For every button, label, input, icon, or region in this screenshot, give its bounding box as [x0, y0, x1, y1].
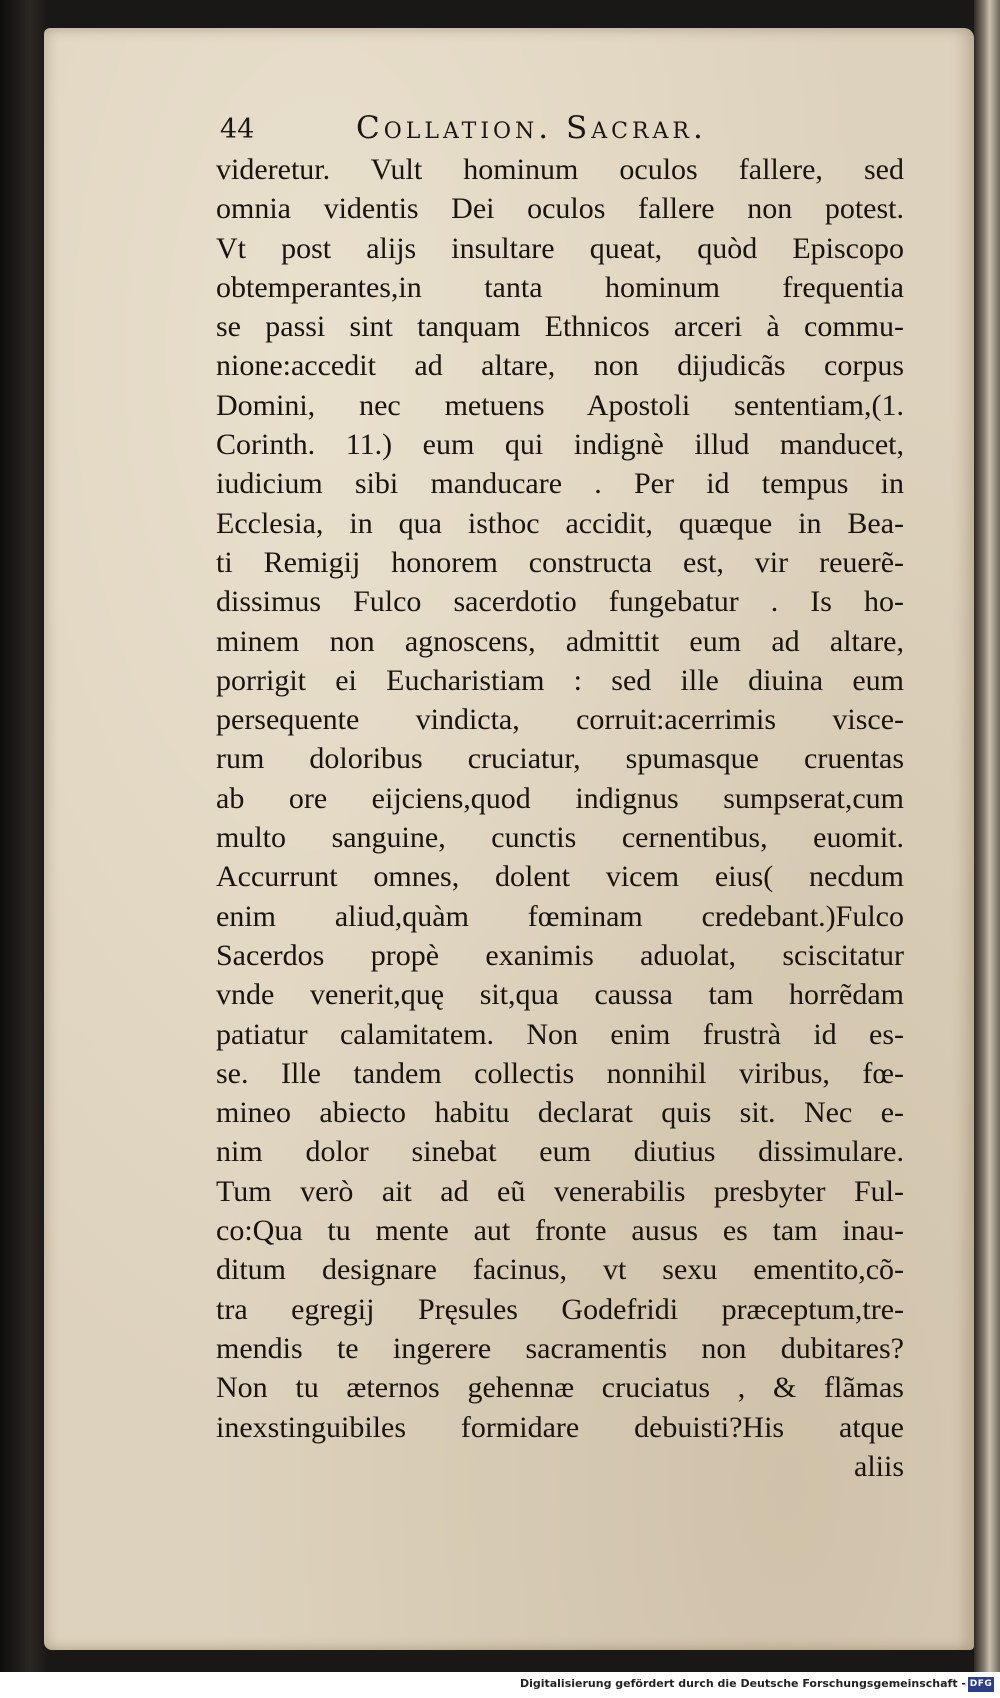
text-line: porrigit ei Eucharistiam : sed ille diuina eum	[216, 663, 904, 697]
text-line: ab ore eijciens,quod indignus sumpserat,cum	[216, 781, 904, 815]
text-line: Corinth. 11.) eum qui indignè illud manducet,	[216, 428, 904, 462]
text-line: co:Qua tu mente aut fronte ausus es tam inau-	[216, 1214, 904, 1248]
running-title: Collation. Sacrar.	[356, 110, 707, 146]
catchword: aliis	[854, 1449, 904, 1483]
text-line: rum doloribus cruciatur, spumasque cruentas	[216, 742, 904, 776]
text-line: mineo abiecto habitu declarat quis sit. Nec e-	[216, 1096, 904, 1130]
page-number: 44	[220, 114, 255, 145]
text-line: multo sanguine, cunctis cernentibus, euomit.	[216, 821, 904, 855]
footer-bar	[0, 1672, 1000, 1698]
funding-credit: Digitalisierung gefördert durch die Deutsche Forschungsgemeinschaft -	[519, 1677, 966, 1690]
text-line: mendis te ingerere sacramentis non dubitares?	[216, 1331, 904, 1365]
page-edge	[974, 0, 1000, 1698]
dfg-logo: DFG	[968, 1677, 994, 1692]
text-line: se passi sint tanquam Ethnicos arceri à commu-	[216, 310, 904, 344]
text-line: nim dolor sinebat eum diutius dissimulare.	[216, 1135, 904, 1169]
text-line: ditum designare facinus, vt sexu ementito,cõ-	[216, 1253, 904, 1287]
text-line: Tum verò ait ad eũ venerabilis presbyter Ful-	[216, 1174, 904, 1208]
text-line: obtemperantes,in tanta hominum frequentia	[216, 270, 904, 304]
text-line: Non tu æternos gehennæ cruciatus , & flãmas	[216, 1371, 904, 1405]
text-line: Accurrunt omnes, dolent vicem eius( necdum	[216, 860, 904, 894]
text-line: minem non agnoscens, admittit eum ad altare,	[216, 624, 904, 658]
text-line: vnde venerit,quę sit,qua caussa tam horrẽdam	[216, 978, 904, 1012]
body-text	[216, 150, 904, 1486]
text-line: videretur. Vult hominum oculos fallere, sed	[216, 153, 904, 186]
text-line: se. Ille tandem collectis nonnihil viribus, fœ-	[216, 1056, 904, 1090]
text-line: Sacerdos propè exanimis aduolat, sciscitatur	[216, 938, 904, 972]
text-line: inexstinguibiles formidare debuisti?His atque	[216, 1410, 904, 1444]
text-line: omnia videntis Dei oculos fallere non potest.	[216, 192, 904, 226]
text-line: tra egregij Pręsules Godefridi præceptum,tre-	[216, 1292, 904, 1326]
text-line: Domini, nec metuens Apostoli sententiam,(1.	[216, 388, 904, 422]
text-line: patiatur calamitatem. Non enim frustrà id es-	[216, 1017, 904, 1051]
text-line: enim aliud,quàm fœminam credebant.)Fulco	[216, 899, 904, 933]
text-line: nione:accedit ad altare, non dijudicãs corpus	[216, 349, 904, 383]
text-line: Ecclesia, in qua isthoc accidit, quæque in Bea-	[216, 506, 904, 540]
text-line: ti Remigij honorem constructa est, vir reuerẽ-	[216, 545, 904, 579]
text-line: iudicium sibi manducare . Per id tempus in	[216, 467, 904, 501]
text-line: persequente vindicta, corruit:acerrimis visce-	[216, 703, 904, 737]
text-line: dissimus Fulco sacerdotio fungebatur . Is ho-	[216, 585, 904, 619]
text-line: Vt post alijs insultare queat, quòd Episcopo	[216, 231, 904, 265]
